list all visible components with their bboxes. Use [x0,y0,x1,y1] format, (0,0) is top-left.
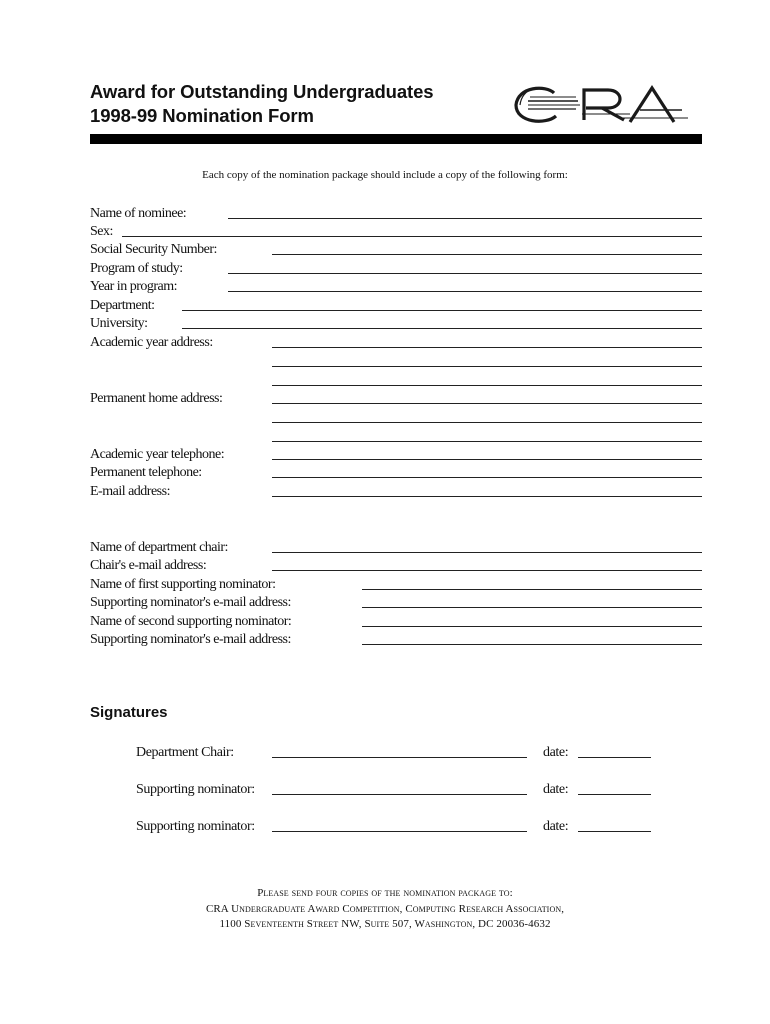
chair-signature-field[interactable] [272,757,527,758]
ssn-field[interactable] [272,254,702,255]
nominator1-signature-field[interactable] [272,794,527,795]
nominator1-date-label: date: [543,782,569,797]
academic-address-field-1[interactable] [272,347,702,348]
permanent-address-field-2[interactable] [272,422,702,423]
academic-address-field-3[interactable] [272,385,702,386]
chair-name-field[interactable] [272,552,702,553]
first-nominator-email-label: Supporting nominator's e-mail address: [90,595,291,610]
footer-line-2: CRA Undergraduate Award Competition, Computing Research Association, [205,903,565,915]
ssn-label: Social Security Number: [90,242,217,257]
nominator2-date-label: date: [543,819,569,834]
first-nominator-email-field[interactable] [362,607,702,608]
nominator1-signature-label: Supporting nominator: [136,782,255,797]
second-nominator-field[interactable] [362,626,702,627]
chair-email-field[interactable] [272,570,702,571]
second-nominator-email-label: Supporting nominator's e-mail address: [90,632,291,647]
nominator1-date-field[interactable] [578,794,651,795]
title-line-1: Award for Outstanding Undergraduates [90,81,434,102]
nominator2-signature-label: Supporting nominator: [136,819,255,834]
permanent-phone-label: Permanent telephone: [90,465,202,480]
permanent-address-field-1[interactable] [272,403,702,404]
first-nominator-field[interactable] [362,589,702,590]
academic-phone-field[interactable] [272,459,702,460]
nominee-label: Name of nominee: [90,206,187,221]
permanent-address-field-3[interactable] [272,441,702,442]
second-nominator-label: Name of second supporting nominator: [90,614,292,629]
nominator2-signature-field[interactable] [272,831,527,832]
cra-logo [510,80,695,130]
chair-name-label: Name of department chair: [90,540,228,555]
chair-date-label: date: [543,745,569,760]
email-label: E-mail address: [90,484,170,499]
nominator2-date-field[interactable] [578,831,651,832]
university-label: University: [90,316,148,331]
email-field[interactable] [272,496,702,497]
permanent-phone-field[interactable] [272,477,702,478]
footer-line-1: Please send four copies of the nomination package to: [257,887,513,899]
academic-address-label: Academic year address: [90,335,213,350]
title-line-2: 1998-99 Nomination Form [90,105,314,126]
signatures-heading: Signatures [90,704,168,721]
department-label: Department: [90,298,155,313]
nominee-field[interactable] [228,218,702,219]
intro-text: Each copy of the nomination package should include a copy of the following form: [202,169,568,181]
program-field[interactable] [228,273,702,274]
year-label: Year in program: [90,279,178,294]
form-title [90,80,433,128]
chair-signature-label: Department Chair: [136,745,234,760]
second-nominator-email-field[interactable] [362,644,702,645]
sex-label: Sex: [90,224,113,239]
chair-email-label: Chair's e-mail address: [90,558,207,573]
chair-date-field[interactable] [578,757,651,758]
department-field[interactable] [182,310,702,311]
first-nominator-label: Name of first supporting nominator: [90,577,276,592]
header-rule [90,134,702,144]
year-field[interactable] [228,291,702,292]
permanent-address-label: Permanent home address: [90,391,223,406]
footer-line-3: 1100 Seventeenth Street NW, Suite 507, Washington, DC 20036-4632 [219,918,551,930]
academic-phone-label: Academic year telephone: [90,447,225,462]
academic-address-field-2[interactable] [272,366,702,367]
sex-field[interactable] [122,236,702,237]
program-label: Program of study: [90,261,183,276]
university-field[interactable] [182,328,702,329]
